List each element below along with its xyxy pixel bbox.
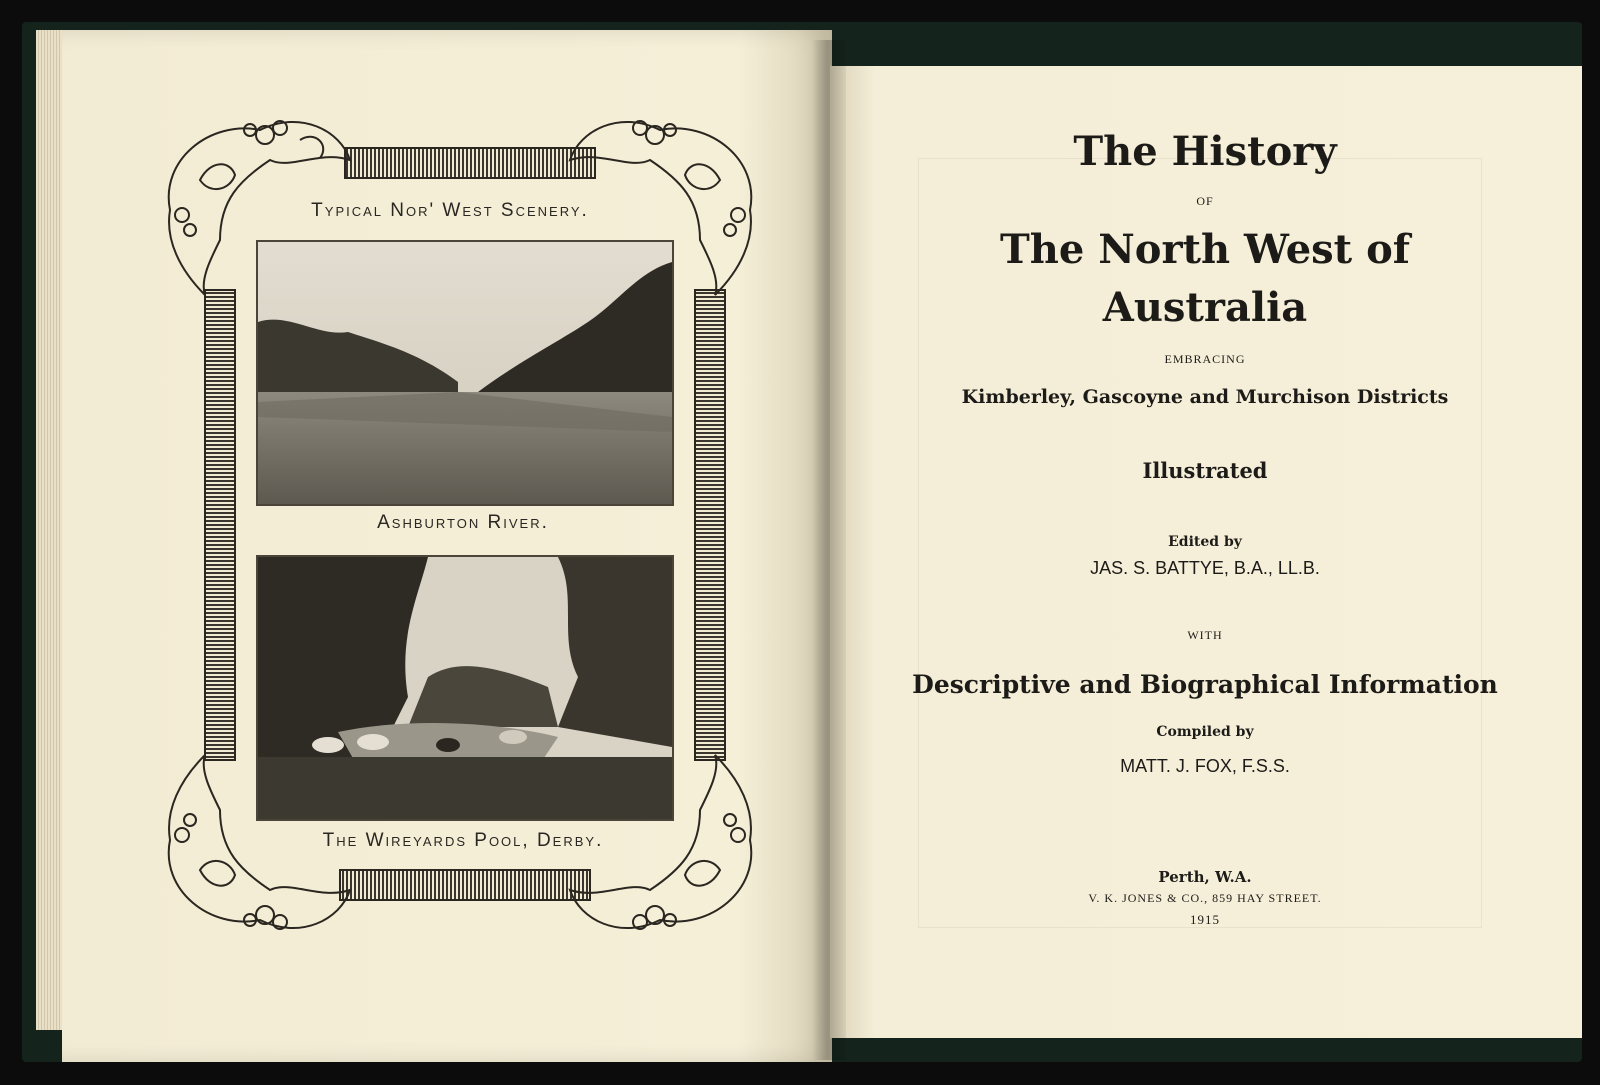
publisher-line: V. K. JONES & CO., 859 HAY STREET. — [1088, 891, 1322, 905]
ashburton-river-photo — [256, 240, 674, 506]
plate-heading: Typical Nor' West Scenery. — [311, 200, 589, 221]
editor-name: JAS. S. BATTYE, B.A., LL.B. — [1090, 558, 1320, 578]
compiler-name: MATT. J. FOX, F.S.S. — [1120, 756, 1290, 776]
title-of: OF — [1196, 194, 1214, 208]
place-line: Perth, W.A. — [1158, 868, 1252, 886]
book-spine-shadow — [812, 40, 846, 1060]
subtitle-line: Descriptive and Biographical Information — [912, 670, 1498, 699]
compiled-by-label: Compiled by — [1156, 724, 1254, 740]
wireyards-pool-photo — [256, 555, 674, 821]
year-line: 1915 — [1190, 912, 1220, 927]
illustrated-line: Illustrated — [1142, 458, 1268, 483]
edited-by-label: Edited by — [1168, 534, 1242, 550]
title-line-3: Australia — [1102, 284, 1308, 331]
embracing-label: EMBRACING — [1164, 352, 1246, 366]
with-label: WITH — [1187, 628, 1223, 642]
title-line-1: The History — [1073, 128, 1337, 175]
title-line-2: The North West of — [1000, 226, 1410, 273]
photo1-caption: Ashburton River. — [377, 512, 549, 533]
photo2-caption: The Wireyards Pool, Derby. — [322, 830, 604, 851]
districts-line: Kimberley, Gascoyne and Murchison Districts — [961, 386, 1449, 408]
